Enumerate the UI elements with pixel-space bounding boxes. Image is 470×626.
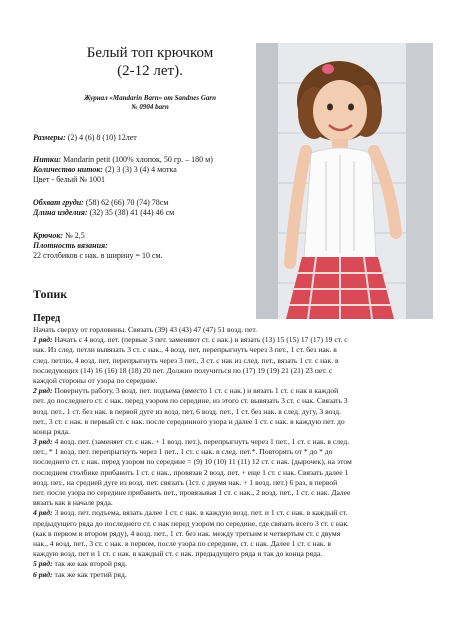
row-label: 3 ряд: — [33, 437, 53, 447]
sizes-line — [33, 133, 137, 143]
row-text: Начать сверху от горловины. Связать (39) 43 (43) 47 (47) 51 возд. пет. — [33, 325, 257, 334]
instruction-line — [33, 519, 443, 529]
title-line-2: (2-12 лет). — [117, 63, 183, 79]
instruction-line — [33, 335, 443, 345]
instruction-line — [33, 437, 443, 447]
row-text: возд. пет., на средней дуге из возд. пет. связать (1ст. с двумя нак. + 1 возд. пет.) 6 раз, в первой — [33, 477, 338, 487]
gauge-label-line — [33, 241, 163, 251]
instruction-line — [33, 508, 443, 518]
row-text: каждую возд. пет и 1 ст. с нак. в каждый ст. с нак. предыдущего ряда и так до конца ряда. — [33, 549, 323, 559]
color-line: Цвет - белый № 1001 — [33, 175, 106, 184]
row-text: пет., 3 ст. с нак. в первый ст. с нак. после серединного узора и далее 1 ст. с нак. в каждую пет. до — [33, 416, 345, 426]
yarn-value: Mandarin petit (100% хлопок, 50 гр. – 180 м) — [61, 155, 213, 164]
length-line — [33, 208, 174, 218]
instruction-line — [33, 478, 443, 488]
row-text: пет. после узора по середине прибавить пет., провязывая 1 ст. с нак., 2 возд. пет., 1 ст. с нак. Далее — [33, 488, 351, 497]
instruction-line — [33, 468, 443, 478]
instruction-line — [33, 498, 443, 508]
sizes-label: Размеры: — [33, 133, 66, 142]
instruction-line — [33, 529, 443, 539]
subsection-heading-pered: Перед — [33, 313, 61, 324]
instruction-line — [33, 559, 443, 569]
row-text: последнем столбике прибавить 1 ст. с нак., провязав 2 возд. пет. + еще 1 ст. с нак. Связать далее 1 — [33, 467, 349, 477]
instruction-line — [33, 417, 443, 427]
gauge-label: Плотность вязания: — [33, 241, 108, 250]
row-text: нак., 4 возд. пет., 3 ст. с нак. в первом, после узора по середине, ст. с нак. Далее 1 ст. с нак. в — [33, 538, 331, 548]
journal-line-1: Журнал «Mandarin Barn» от Sandnes Garn — [83, 94, 217, 102]
row-text: конца ряда. — [33, 426, 70, 436]
instruction-line — [33, 356, 443, 366]
instruction-line — [33, 366, 443, 376]
instruction-line — [33, 376, 443, 386]
row-text: вязать как в начале ряда. — [33, 498, 113, 508]
row-label: 2 ряд: — [33, 386, 53, 396]
sizes-value: (2) 4 (6) 8 (10) 12лет — [65, 133, 137, 142]
yarn-line — [33, 155, 213, 165]
journal-line-2: № 0904 barn — [131, 103, 169, 111]
specifications-block-4 — [33, 231, 163, 261]
row-text: нак. Из след. петли вывязать 3 ст. с нак., 4 возд. пет, перепрыгнуть через 3 пет., 1 ст. без нак. в — [33, 345, 337, 355]
length-label: Длина изделия: — [33, 208, 88, 217]
hook-value: № 2,5 — [63, 231, 85, 240]
instruction-line — [33, 539, 443, 549]
row-text: так же как третий ряд. — [52, 569, 127, 579]
row-text: (как в первом и втором ряду), 4 возд. пет., 1 ст. без нак. между третьим и четвертым ст. с двумя — [33, 528, 341, 538]
instruction-line — [33, 386, 443, 396]
hook-label: Крючок: — [33, 231, 64, 240]
instruction-line — [33, 345, 443, 355]
chest-line — [33, 198, 174, 208]
row-text: пет., * 1 возд. пет. перепрыгнуть через 1 пет., 1 ст. с нак. в след. пет.*. Повторять от * до * до — [33, 447, 333, 457]
amount-label: Количество ниток: — [33, 165, 104, 174]
row-text: Начать с 4 возд. пет. (первые 3 пет. заменяют ст. с нак.) и вязать (13) 15 (15) 17 (17) 19 ст. с — [52, 335, 348, 345]
row-label: 5 ряд: — [33, 559, 53, 569]
row-label: 6 ряд: — [33, 569, 53, 579]
child-photo-illustration — [256, 43, 433, 319]
specifications-block-3 — [33, 198, 174, 218]
hook-line — [33, 231, 163, 241]
gauge-value-line: 22 столбиков с нак. в ширину = 10 см. — [33, 251, 163, 260]
instruction-line — [33, 549, 443, 559]
row-label: 4 ряд: — [33, 508, 53, 518]
yarn-label: Нитки: — [33, 155, 62, 164]
row-text: каждой стороны от узора по середине. — [33, 375, 158, 385]
instruction-line — [33, 457, 443, 467]
amount-value: (2) 3 (3) 3 (4) 4 мотка — [103, 165, 177, 174]
amount-line — [33, 165, 213, 175]
title-line-1: Белый топ крючком — [86, 45, 214, 61]
row-text: так же как второй ряд. — [52, 559, 127, 569]
instruction-line — [33, 570, 443, 580]
row-text: 4 возд. пет. (заменяет ст. с нак. + 1 возд. пет.), перепрыгнуть через 1 пет., 1 ст. с нак. в след. — [52, 437, 350, 447]
row-text: предыдущего ряда до последнего ст. с нак перед узором по середине, где связать всего 3 ст. с нак. — [33, 518, 349, 528]
instruction-line — [33, 396, 443, 406]
instruction-line — [33, 407, 443, 417]
row-text: Повернуть работу, 3 возд. пет. подъема (вместо 1 ст. с нак.) и вязать 1 ст. с нак в каждой — [52, 386, 339, 396]
section-heading-topik: Топик — [33, 287, 68, 301]
length-value: (32) 35 (38) 41 (44) 46 см — [87, 208, 175, 217]
row-label: 1 ряд: — [33, 335, 53, 345]
row-text: последнего ст. с нак. перед узором по середине = (9) 10 (10) 11 (11) 12 ст. с нак. (дырочек), на этом — [33, 457, 352, 467]
model-photo — [256, 43, 433, 319]
document-title — [60, 44, 240, 80]
row-text: 3 возд. пет. подъема, вязать далее 1 ст. с нак. в каждую возд. пет. и 1 ст. с нак. в каждый ст. — [52, 508, 348, 518]
instructions-body — [33, 325, 443, 580]
instruction-line — [33, 488, 443, 498]
row-text: последующих (14) 16 (16) 18 (18) 20 пет. Должно получиться по (17) 19 (19) 21 (21) 23 пет. с — [33, 365, 333, 375]
row-text: пет. до последнего ст. с нак. перед узором по середине, из этого ст. вывязать 3 ст. с нак. Связать 3 — [33, 396, 348, 406]
chest-value: (58) 62 (66) 70 (74) 78см — [83, 198, 169, 207]
journal-reference — [60, 94, 240, 112]
chest-label: Обхват груди: — [33, 198, 84, 207]
instruction-line — [33, 427, 443, 437]
row-text: след. петлю, 4 возд. пет, перепрыгнуть через 3 пет., 3 ст. с нак из след. пет., вязать 1 ст. с нак. в — [33, 355, 339, 365]
specifications-block-2 — [33, 155, 213, 185]
row-text: возд. пет., 1 ст. без нак. в первой дуге из возд. пет, 6 возд. пет., 1 ст. без нак. в след. дугу, 3 возд. — [33, 406, 342, 416]
instruction-line — [33, 447, 443, 457]
instruction-line — [33, 325, 443, 335]
specifications-block-1 — [33, 133, 137, 143]
